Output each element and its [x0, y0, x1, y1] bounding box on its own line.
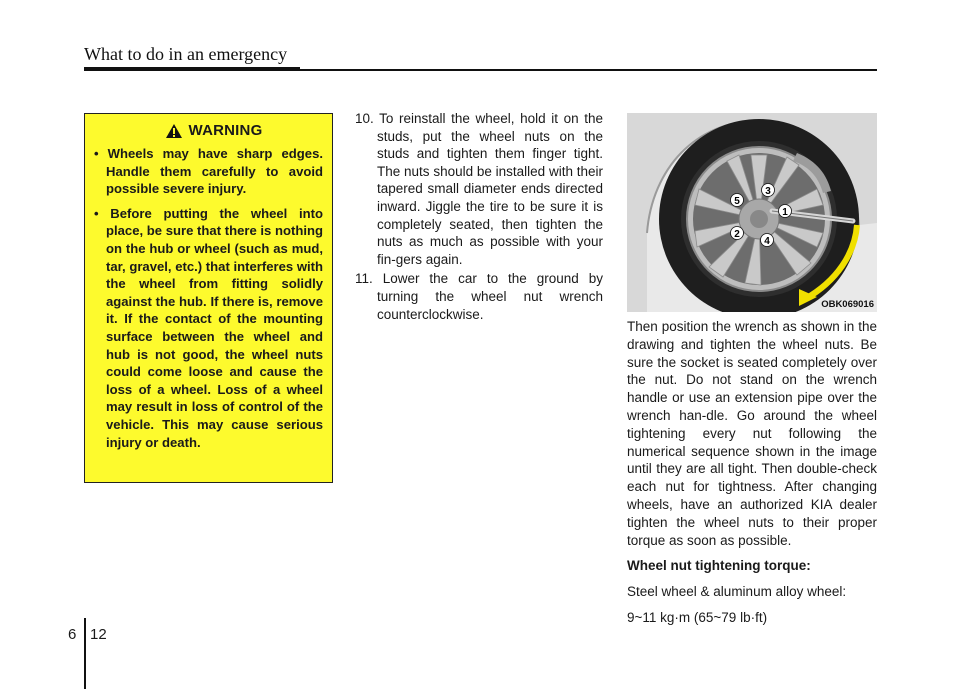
torque-wheel-type: Steel wheel & aluminum alloy wheel: [627, 584, 847, 600]
nut-label-1 [779, 205, 792, 219]
torque-heading: Wheel nut tightening torque: [627, 558, 811, 574]
footer-page-number: 12 [90, 626, 107, 643]
warning-box [84, 113, 333, 483]
footer-chapter-number: 6 [68, 626, 77, 643]
step-item: 10. To reinstall the wheel, hold it on the studs, put the wheel nuts on the studs and tighten them finger tight. The nuts should be installed with their tapered small diameter ends directed inward. Jiggle the tire to be sure it is completely seated, then tighten the nuts as much as possible with your fin-gers again. [355, 111, 603, 267]
wheel-figure [627, 113, 877, 312]
svg-text:3: 3 [765, 186, 771, 197]
instructions-paragraph: Then position the wrench as shown in the drawing and tighten the wheel nuts. Be sure the socket is seated completely over the nut. Do not stand on the wrench handle or use an extension pipe over the wrench han-dle. Go around the wheel tightening every nut following the numerical sequence shown in the image until they are all tight. Then double-check each nut for tightness. After changing wheels, have an authorized KIA dealer tighten the wheel nuts to their proper torque as soon as possible. [627, 319, 877, 548]
nut-label-2 [731, 227, 744, 241]
torque-value: 9~11 kg·m (65~79 lb·ft) [627, 609, 768, 625]
warning-item: • Wheels may have sharp edges. Handle them carefully to avoid possible severe injury. [94, 146, 323, 197]
warning-item: • Before putting the wheel into place, be sure that there is nothing on the hub or wheel (such as mud, tar, gravel, etc.) that interferes with the wheel from fitting solidly against the hub. If there is, remove it. If the contact of the mounting surface between the wheel and hub is not good, the wheel nuts could come loose and cause the loss of a wheel. Loss of a wheel may result in loss of control of the vehicle. This may cause serious injury or death. [94, 205, 323, 450]
footer-rule [84, 618, 86, 689]
svg-text:4: 4 [764, 236, 770, 247]
step-item: 11. Lower the car to the ground by turning the wheel nut wrench counterclockwise. [355, 271, 603, 322]
nut-label-3 [762, 184, 775, 198]
svg-text:1: 1 [782, 207, 788, 218]
header-rule-thick [84, 67, 300, 71]
nut-label-4 [761, 234, 774, 248]
page-header-title: What to do in an emergency [84, 44, 288, 64]
right-column [627, 318, 877, 635]
warning-triangle-icon [165, 123, 183, 139]
nut-label-5 [731, 194, 744, 208]
wheel-illustration [627, 113, 877, 312]
warning-title: WARNING [188, 122, 263, 139]
warning-title-row [104, 122, 323, 139]
steps-column [355, 110, 603, 325]
figure-code: OBK069016 [821, 299, 874, 310]
svg-text:5: 5 [734, 196, 740, 207]
svg-text:2: 2 [734, 229, 740, 240]
header-rule-thin [300, 69, 877, 71]
